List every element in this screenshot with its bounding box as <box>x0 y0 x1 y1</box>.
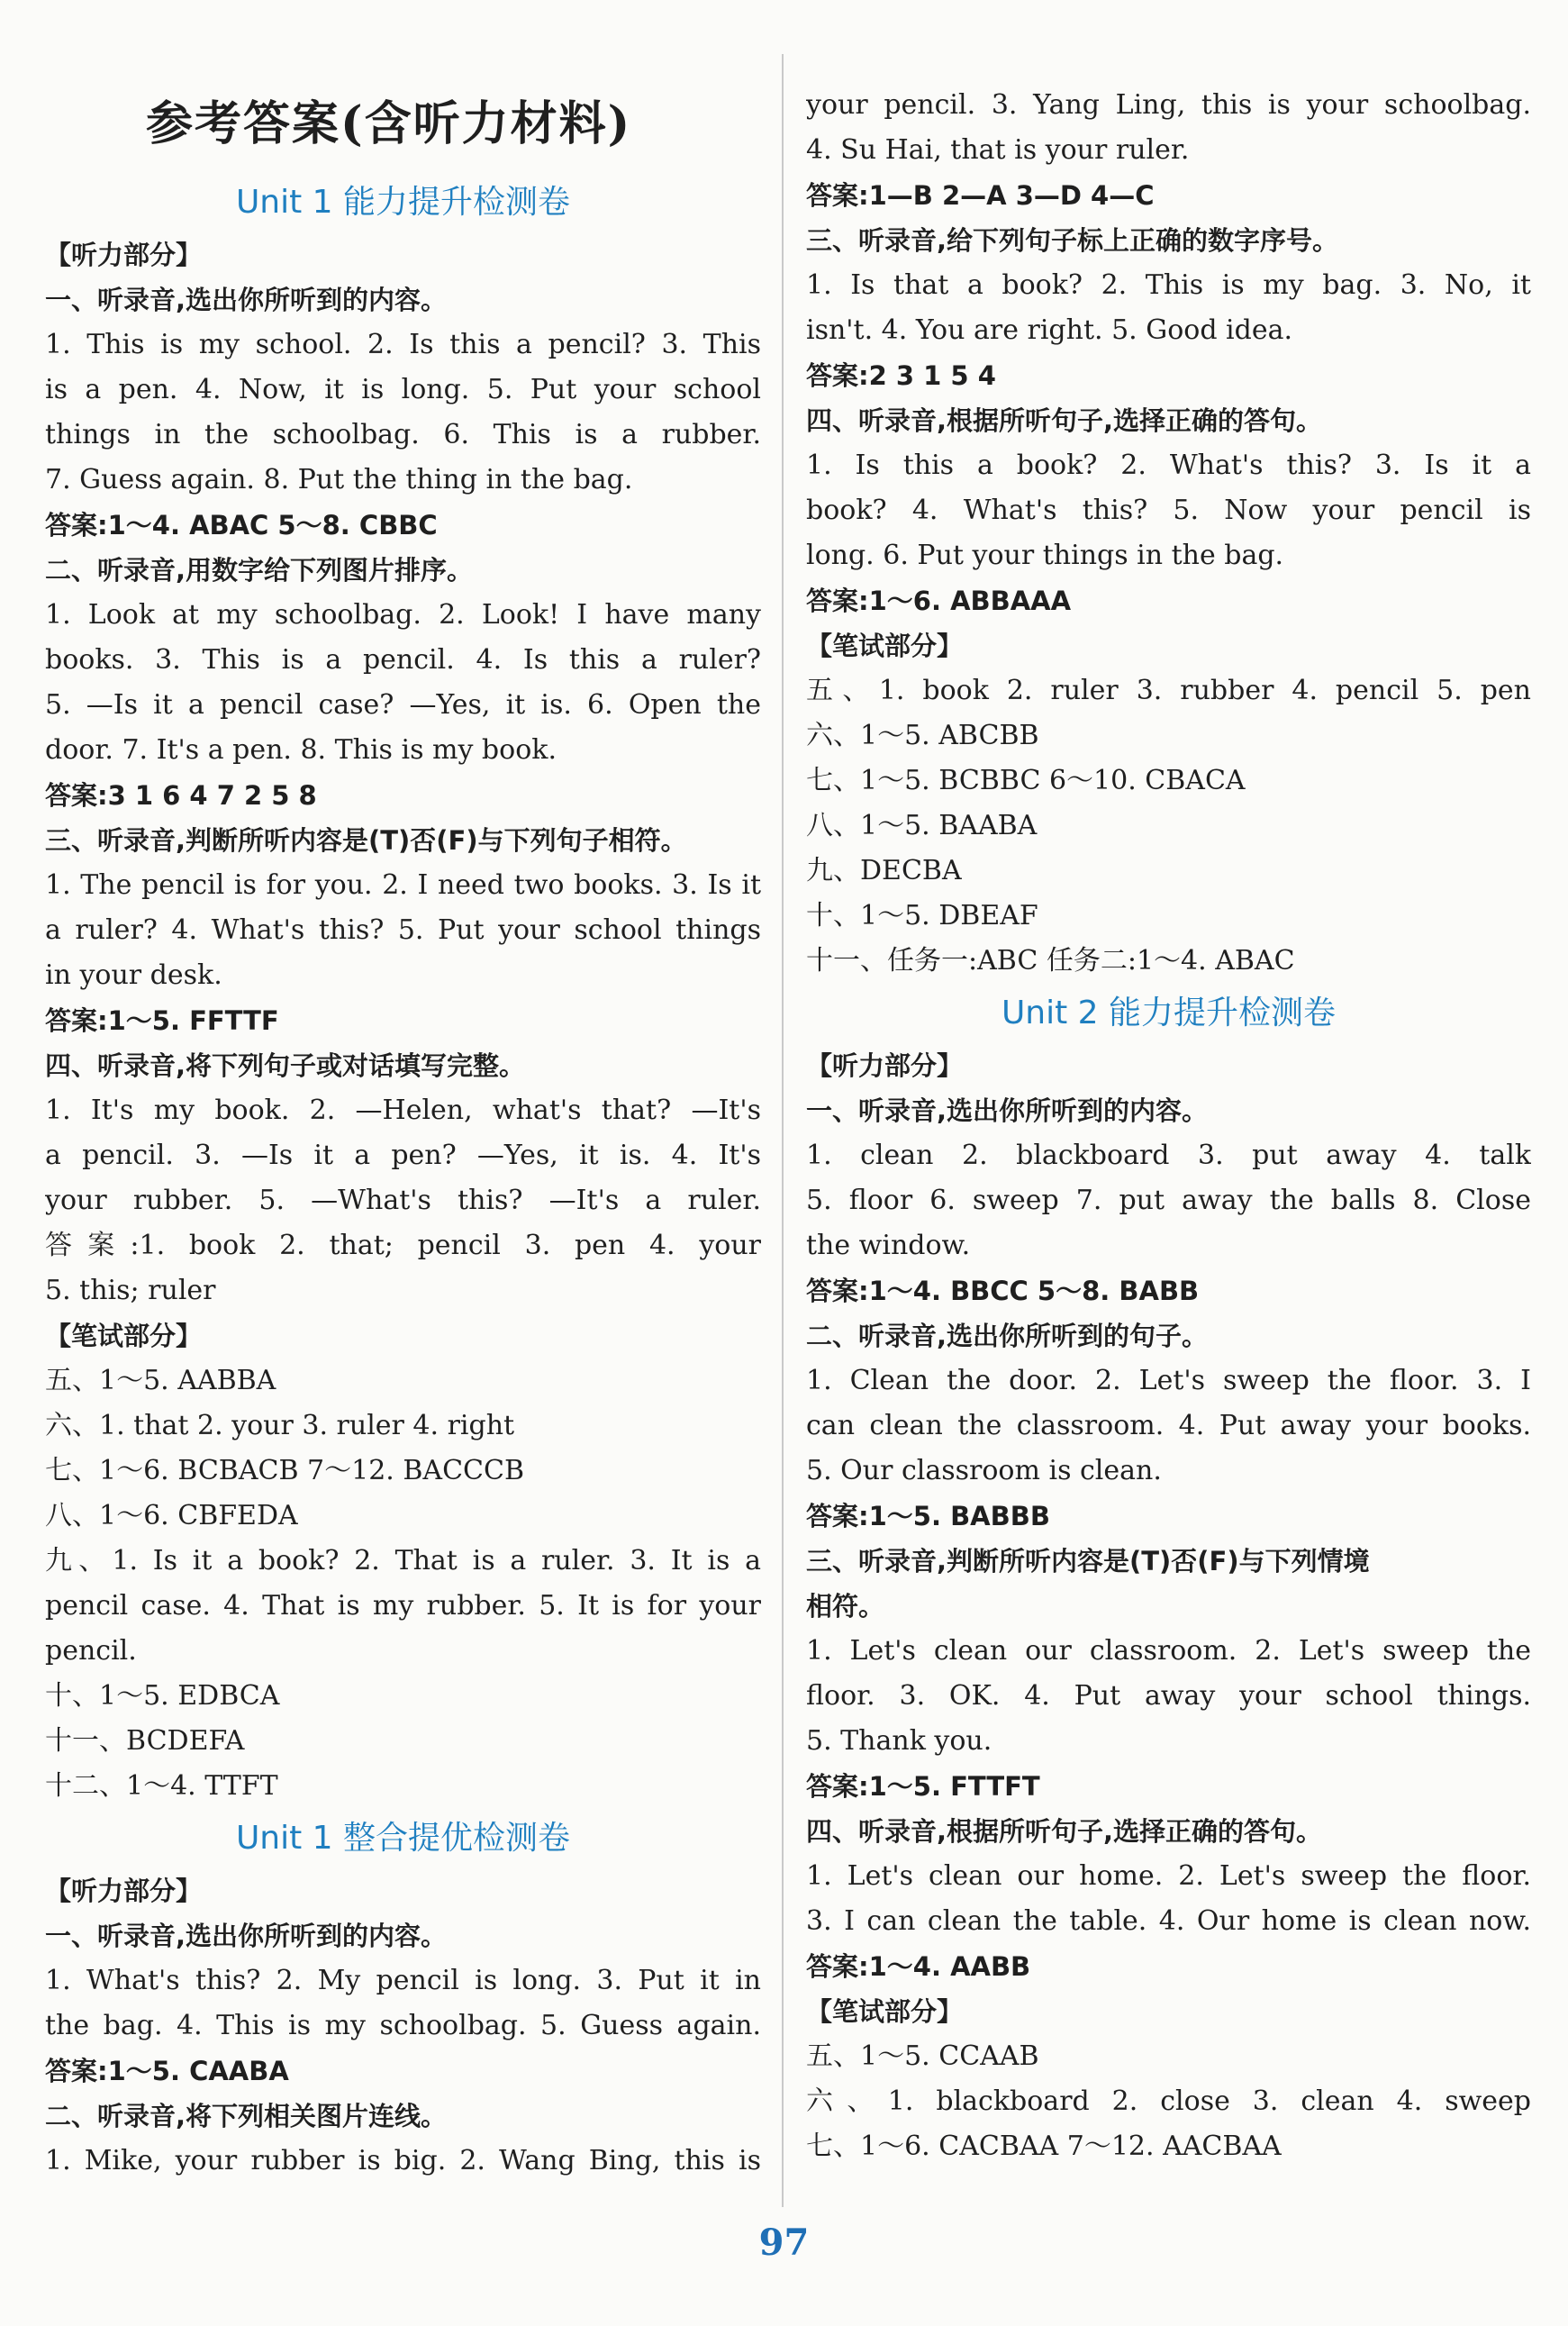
subsection-label: 二、听录音,选出你所听到的句子。 <box>806 1321 1209 1351</box>
subsection-label: 答案:3 1 6 4 7 2 5 8 <box>45 780 317 811</box>
answer-line: 九、1. Is it a book? 2. That is a ruler. 3. It is a <box>45 1545 761 1576</box>
subsection-label: 三、听录音,判断所听内容是(T)否(F)与下列句子相符。 <box>45 825 687 856</box>
answer-line: a ruler? 4. What's this? 5. Put your school things <box>45 914 761 946</box>
answer-line: 五、1～5. AABBA <box>45 1365 276 1396</box>
subsection-label: 【笔试部分】 <box>45 1321 203 1351</box>
subsection-label: 答案:1～6. ABBAAA <box>806 586 1072 616</box>
answer-line: 5. —Is it a pencil case? —Yes, it is. 6. Open the <box>45 689 761 721</box>
answer-line: 5. Thank you. <box>806 1725 992 1757</box>
answer-line: 十、1～5. EDBCA <box>45 1680 280 1712</box>
subsection-label: 答案:2 3 1 5 4 <box>806 360 996 391</box>
answer-line: 五、1. book 2. ruler 3. rubber 4. pencil 5. pen <box>806 675 1531 706</box>
answer-line: long. 6. Put your things in the bag. <box>806 540 1284 571</box>
answer-line: 八、1～5. BAABA <box>806 810 1038 841</box>
subsection-label: 二、听录音,将下列相关图片连线。 <box>45 2101 448 2131</box>
answer-line: book? 4. What's this? 5. Now your pencil is <box>806 495 1531 526</box>
answer-line: your pencil. 3. Yang Ling, this is your schoolbag. <box>806 89 1531 121</box>
answer-line: isn't. 4. You are right. 5. Good idea. <box>806 314 1293 346</box>
subsection-label: 一、听录音,选出你所听到的内容。 <box>806 1095 1209 1126</box>
subsection-label: 二、听录音,用数字给下列图片排序。 <box>45 555 474 586</box>
answer-line: 七、1～6. BCBACB 7～12. BACCCB <box>45 1455 525 1486</box>
subsection-label: 相符。 <box>806 1591 885 1622</box>
answer-line: is a pen. 4. Now, it is long. 5. Put your school <box>45 374 761 405</box>
answer-line: 1. Let's clean our classroom. 2. Let's sweep the <box>806 1635 1531 1667</box>
answer-line: pencil case. 4. That is my rubber. 5. It is for your <box>45 1590 761 1622</box>
answer-line: 5. this; ruler <box>45 1275 216 1306</box>
answer-line: 八、1～6. CBFEDA <box>45 1500 298 1531</box>
section-heading: Unit 1 能力提升检测卷 <box>235 184 571 221</box>
answer-line: 1. Mike, your rubber is big. 2. Wang Bing, this is <box>45 2145 761 2176</box>
answer-line: a pencil. 3. —Is it a pen? —Yes, it is. 4. It's <box>45 1140 761 1171</box>
answer-line: 六、1. that 2. your 3. ruler 4. right <box>45 1410 515 1441</box>
subsection-label: 答案:1～5. FTTFT <box>806 1771 1040 1802</box>
answer-line: 十、1～5. DBEAF <box>806 900 1038 931</box>
left-column <box>45 83 761 2184</box>
answer-line: 十二、1～4. TTFT <box>45 1770 278 1802</box>
answer-line: 3. I can clean the table. 4. Our home is clean now. <box>806 1905 1531 1937</box>
subsection-label: 答案:1～4. ABAC 5～8. CBBC <box>45 510 438 541</box>
subsection-label: 三、听录音,判断所听内容是(T)否(F)与下列情境 <box>806 1546 1370 1576</box>
section-heading: Unit 1 整合提优检测卷 <box>235 1820 571 1857</box>
subsection-label: 【笔试部分】 <box>806 1996 964 2027</box>
subsection-label: 一、听录音,选出你所听到的内容。 <box>45 285 448 315</box>
page-title: 参考答案(含听力材料) <box>146 96 632 151</box>
answer-line: in your desk. <box>45 959 222 991</box>
column-divider <box>782 54 784 2207</box>
answer-line: pencil. <box>45 1635 137 1667</box>
answer-line: door. 7. It's a pen. 8. This is my book. <box>45 734 557 766</box>
answer-line: 十一、BCDEFA <box>45 1725 245 1757</box>
answer-line: 七、1～5. BCBBC 6～10. CBACA <box>806 765 1246 796</box>
answer-line: the bag. 4. This is my schoolbag. 5. Guess again. <box>45 2010 761 2041</box>
answer-line: 4. Su Hai, that is your ruler. <box>806 134 1190 166</box>
answer-line: 1. Look at my schoolbag. 2. Look! I have many <box>45 599 761 631</box>
answer-line: floor. 3. OK. 4. Put away your school things. <box>806 1680 1531 1712</box>
answer-line: 5. Our classroom is clean. <box>806 1455 1162 1486</box>
answer-line: books. 3. This is a pencil. 4. Is this a ruler? <box>45 644 761 676</box>
answer-line: 七、1～6. CACBAA 7～12. AACBAA <box>806 2131 1282 2162</box>
subsection-label: 【听力部分】 <box>806 1050 964 1081</box>
subsection-label: 答案:1～5. BABBB <box>806 1501 1050 1531</box>
subsection-label: 答案:1～4. AABB <box>806 1951 1031 1982</box>
answer-line: 六、1～5. ABCBB <box>806 720 1039 751</box>
answer-line: 1. The pencil is for you. 2. I need two books. 3. Is it <box>45 869 761 901</box>
subsection-label: 【笔试部分】 <box>806 631 964 661</box>
answer-line: 六、1. blackboard 2. close 3. clean 4. sweep <box>806 2085 1531 2117</box>
answer-line: can clean the classroom. 4. Put away your books. <box>806 1410 1531 1441</box>
answer-line: your rubber. 5. —What's this? —It's a ruler. <box>45 1185 761 1216</box>
answer-line: 1. It's my book. 2. —Helen, what's that? —It's <box>45 1095 761 1126</box>
subsection-label: 答案:1～5. CAABA <box>45 2056 289 2086</box>
answer-line: 十一、任务一:ABC 任务二:1～4. ABAC <box>806 945 1295 977</box>
answer-line: 五、1～5. CCAAB <box>806 2040 1039 2072</box>
answer-line: 1. This is my school. 2. Is this a pencil? 3. This <box>45 329 761 360</box>
subsection-label: 一、听录音,选出你所听到的内容。 <box>45 1921 448 1951</box>
answer-line: the window. <box>806 1230 971 1261</box>
answer-line: 1. What's this? 2. My pencil is long. 3. Put it in <box>45 1965 761 1996</box>
subsection-label: 三、听录音,给下列句子标上正确的数字序号。 <box>806 225 1339 256</box>
page-number: 97 <box>758 2222 810 2264</box>
subsection-label: 答案:1～4. BBCC 5～8. BABB <box>806 1276 1200 1306</box>
answer-line: 答案:1. book 2. that; pencil 3. pen 4. your <box>45 1230 761 1261</box>
subsection-label: 答案:1—B 2—A 3—D 4—C <box>806 180 1155 211</box>
subsection-label: 答案:1～5. FFTTF <box>45 1005 279 1036</box>
subsection-label: 【听力部分】 <box>45 1876 203 1906</box>
answer-line: 1. Let's clean our home. 2. Let's sweep the floor. <box>806 1860 1531 1892</box>
answer-line: 5. floor 6. sweep 7. put away the balls 8. Close <box>806 1185 1531 1216</box>
answer-line: 1. clean 2. blackboard 3. put away 4. talk <box>806 1140 1531 1171</box>
right-column <box>806 83 1531 2169</box>
section-heading: Unit 2 能力提升检测卷 <box>1001 995 1337 1031</box>
answer-line: 1. Clean the door. 2. Let's sweep the floor. 3. I <box>806 1365 1531 1396</box>
answer-line: 7. Guess again. 8. Put the thing in the bag. <box>45 464 633 495</box>
subsection-label: 四、听录音,根据所听句子,选择正确的答句。 <box>806 405 1323 436</box>
subsection-label: 【听力部分】 <box>45 240 203 270</box>
subsection-label: 四、听录音,将下列句子或对话填写完整。 <box>45 1050 526 1081</box>
answer-line: things in the schoolbag. 6. This is a rubber. <box>45 419 761 450</box>
answer-line: 九、DECBA <box>806 855 962 886</box>
answer-line: 1. Is that a book? 2. This is my bag. 3. No, it <box>806 269 1531 301</box>
answer-line: 1. Is this a book? 2. What's this? 3. Is it a <box>806 450 1531 481</box>
subsection-label: 四、听录音,根据所听句子,选择正确的答句。 <box>806 1816 1323 1847</box>
